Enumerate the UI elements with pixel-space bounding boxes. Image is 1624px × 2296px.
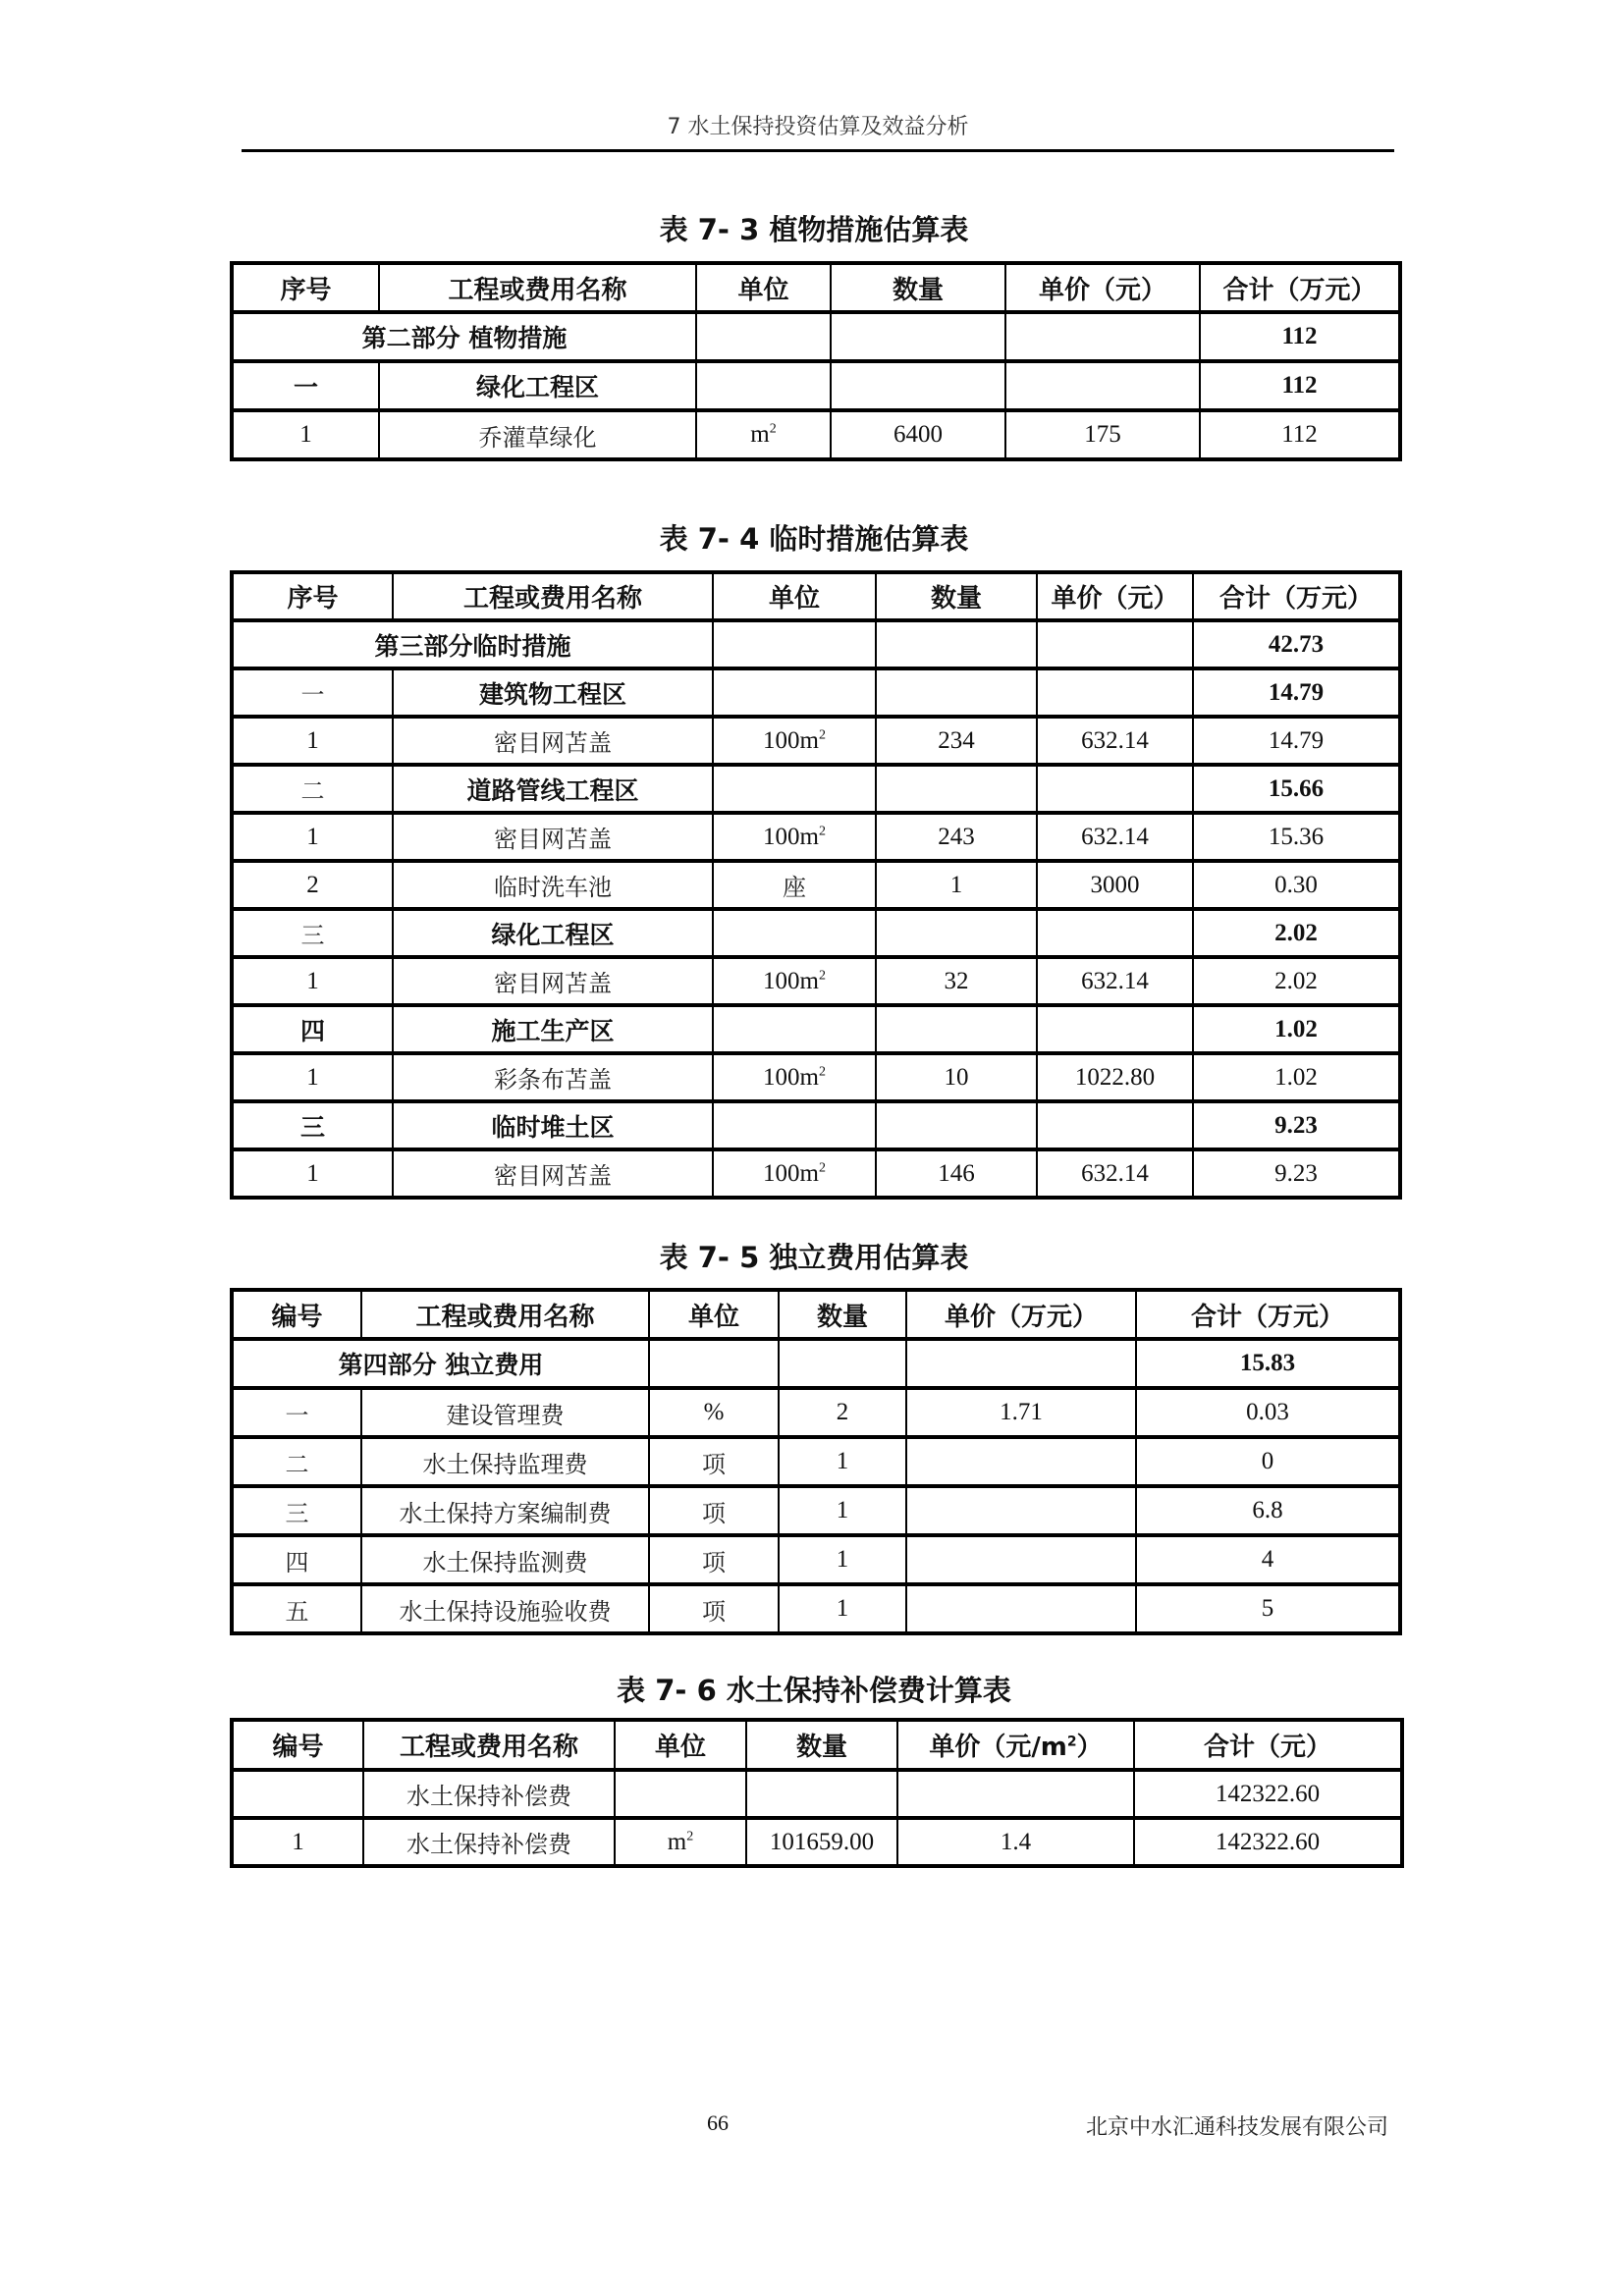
no-cell: 一 [232, 1388, 361, 1437]
total-cell: 112 [1200, 312, 1400, 361]
total-cell: 4 [1136, 1535, 1400, 1584]
total-cell: 5 [1136, 1584, 1400, 1633]
unit-cell [713, 668, 876, 717]
name-cell: 密目网苫盖 [393, 813, 713, 861]
unit-sup: 2 [818, 1160, 826, 1176]
unit-sup: 2 [818, 824, 826, 839]
total-cell: 142322.60 [1134, 1770, 1402, 1818]
unit-cell: % [649, 1388, 779, 1437]
total-cell: 14.79 [1193, 668, 1400, 717]
unit-cell [696, 312, 831, 361]
total-cell: 6.8 [1136, 1486, 1400, 1535]
unit-sup: 2 [818, 968, 826, 984]
unit-sup: 2 [769, 421, 777, 437]
col-header: 工程或费用名称 [361, 1290, 649, 1339]
no-cell: 1 [232, 813, 393, 861]
table-7-5 [230, 1288, 1402, 1635]
unit-sup: 2 [818, 1064, 826, 1080]
qty-cell: 101659.00 [746, 1818, 897, 1866]
col-header: 单价（元） [1005, 263, 1200, 312]
qty-cell: 10 [876, 1053, 1037, 1101]
unit-cell: 项 [649, 1437, 779, 1486]
col-header: 编号 [232, 1720, 363, 1770]
unit-cell: 项 [649, 1486, 779, 1535]
price-cell [906, 1437, 1136, 1486]
name-cell: 建筑物工程区 [393, 668, 713, 717]
table-row [232, 765, 1400, 813]
table-row [232, 1005, 1400, 1053]
no-cell: 三 [232, 909, 393, 957]
unit-sup: 2 [818, 727, 826, 743]
total-cell: 2.02 [1193, 909, 1400, 957]
table-row [232, 1818, 1402, 1866]
name-cell: 施工生产区 [393, 1005, 713, 1053]
col-header: 单价（元） [1037, 572, 1193, 620]
qty-cell [876, 909, 1037, 957]
price-cell [1037, 909, 1193, 957]
table-row [232, 1388, 1400, 1437]
name-cell: 水土保持方案编制费 [361, 1486, 649, 1535]
col-header: 合计（元） [1134, 1720, 1402, 1770]
name-cell: 道路管线工程区 [393, 765, 713, 813]
unit-cell [713, 813, 876, 861]
header-rule [242, 149, 1394, 152]
qty-cell: 6400 [831, 410, 1005, 459]
table-7-4 [230, 570, 1402, 1200]
qty-cell [746, 1770, 897, 1818]
name-cell: 彩条布苫盖 [393, 1053, 713, 1101]
qty-cell: 146 [876, 1149, 1037, 1198]
qty-cell [876, 620, 1037, 668]
col-header-sup: 2 [1066, 1734, 1077, 1750]
table-header-row [232, 572, 1400, 620]
col-header: 编号 [232, 1290, 361, 1339]
table-row [232, 1486, 1400, 1535]
no-cell: 二 [232, 765, 393, 813]
price-cell [1037, 668, 1193, 717]
qty-cell [779, 1339, 906, 1388]
col-header: 单位 [713, 572, 876, 620]
unit-text: 100m [763, 967, 819, 994]
col-header-close: ） [1076, 1733, 1103, 1762]
table-row [232, 861, 1400, 909]
col-header: 数量 [779, 1290, 906, 1339]
qty-cell: 2 [779, 1388, 906, 1437]
no-cell: 三 [232, 1486, 361, 1535]
table-header-row [232, 263, 1400, 312]
col-header: 序号 [232, 572, 393, 620]
section-name: 第四部分 独立费用 [232, 1339, 649, 1388]
total-cell: 15.83 [1136, 1339, 1400, 1388]
table-row [232, 1770, 1402, 1818]
col-header [897, 1720, 1134, 1770]
col-header-text: 单价（元/m [929, 1733, 1067, 1762]
no-cell: 1 [232, 957, 393, 1005]
col-header: 工程或费用名称 [393, 572, 713, 620]
no-cell: 五 [232, 1584, 361, 1633]
table-row [232, 717, 1400, 765]
no-cell: 三 [232, 1101, 393, 1149]
col-header: 工程或费用名称 [363, 1720, 615, 1770]
price-cell [1037, 620, 1193, 668]
qty-cell: 1 [779, 1486, 906, 1535]
col-header: 单位 [649, 1290, 779, 1339]
table-row [232, 668, 1400, 717]
unit-text: 100m [763, 1063, 819, 1091]
price-cell [906, 1535, 1136, 1584]
qty-cell: 1 [876, 861, 1037, 909]
col-header: 单价（万元） [906, 1290, 1136, 1339]
price-cell: 632.14 [1037, 1149, 1193, 1198]
unit-cell [615, 1770, 746, 1818]
name-cell: 水土保持设施验收费 [361, 1584, 649, 1633]
table-row [232, 1101, 1400, 1149]
name-cell: 建设管理费 [361, 1388, 649, 1437]
running-header-title: 7 水土保持投资估算及效益分析 [667, 115, 969, 139]
price-cell [1005, 361, 1200, 410]
qty-cell [876, 765, 1037, 813]
table-row [232, 957, 1400, 1005]
price-cell [906, 1486, 1136, 1535]
unit-cell [713, 957, 876, 1005]
table-row [232, 361, 1400, 410]
col-header: 合计（万元） [1136, 1290, 1400, 1339]
col-header: 序号 [232, 263, 379, 312]
name-cell: 水土保持补偿费 [363, 1818, 615, 1866]
price-cell: 1022.80 [1037, 1053, 1193, 1101]
name-cell: 水土保持补偿费 [363, 1770, 615, 1818]
price-cell: 175 [1005, 410, 1200, 459]
qty-cell: 1 [779, 1437, 906, 1486]
total-cell: 1.02 [1193, 1053, 1400, 1101]
table-row [232, 1053, 1400, 1101]
table-row [232, 1584, 1400, 1633]
name-cell: 水土保持监测费 [361, 1535, 649, 1584]
table-row [232, 1535, 1400, 1584]
total-cell: 0 [1136, 1437, 1400, 1486]
unit-text: 100m [763, 726, 819, 754]
unit-cell [713, 620, 876, 668]
table-row [232, 909, 1400, 957]
page-number: 66 [707, 2110, 729, 2135]
table-7-4-caption: 表 7- 4 临时措施估算表 [659, 522, 969, 556]
name-cell: 密目网苫盖 [393, 1149, 713, 1198]
name-cell: 密目网苫盖 [393, 957, 713, 1005]
no-cell: 2 [232, 861, 393, 909]
table-row [232, 1437, 1400, 1486]
name-cell: 临时洗车池 [393, 861, 713, 909]
price-cell [906, 1339, 1136, 1388]
no-cell: 1 [232, 1053, 393, 1101]
no-cell: 四 [232, 1005, 393, 1053]
unit-text: 100m [763, 1159, 819, 1187]
no-cell: 一 [232, 361, 379, 410]
total-cell: 1.02 [1193, 1005, 1400, 1053]
total-cell: 112 [1200, 361, 1400, 410]
table-row [232, 312, 1400, 361]
total-cell: 15.36 [1193, 813, 1400, 861]
unit-text: m [667, 1828, 687, 1855]
qty-cell: 32 [876, 957, 1037, 1005]
col-header: 单位 [615, 1720, 746, 1770]
name-cell: 绿化工程区 [393, 909, 713, 957]
qty-cell [876, 668, 1037, 717]
unit-cell [713, 717, 876, 765]
unit-cell [615, 1818, 746, 1866]
unit-cell [713, 1101, 876, 1149]
unit-cell: 项 [649, 1535, 779, 1584]
total-cell: 9.23 [1193, 1101, 1400, 1149]
unit-cell [696, 361, 831, 410]
name-cell: 水土保持监理费 [361, 1437, 649, 1486]
price-cell: 1.71 [906, 1388, 1136, 1437]
price-cell [1005, 312, 1200, 361]
col-header: 数量 [876, 572, 1037, 620]
unit-cell [713, 1053, 876, 1101]
total-cell: 42.73 [1193, 620, 1400, 668]
table-7-6 [230, 1718, 1404, 1868]
no-cell [232, 1770, 363, 1818]
no-cell: 一 [232, 668, 393, 717]
unit-cell [713, 909, 876, 957]
unit-cell [696, 410, 831, 459]
name-cell: 乔灌草绿化 [379, 410, 696, 459]
qty-cell: 1 [779, 1535, 906, 1584]
price-cell: 632.14 [1037, 813, 1193, 861]
qty-cell: 1 [779, 1584, 906, 1633]
price-cell [897, 1770, 1134, 1818]
name-cell: 临时堆土区 [393, 1101, 713, 1149]
unit-text: 100m [763, 823, 819, 850]
unit-cell [713, 765, 876, 813]
col-header: 合计（万元） [1193, 572, 1400, 620]
total-cell: 142322.60 [1134, 1818, 1402, 1866]
price-cell: 632.14 [1037, 717, 1193, 765]
total-cell: 0.30 [1193, 861, 1400, 909]
col-header: 数量 [746, 1720, 897, 1770]
qty-cell: 234 [876, 717, 1037, 765]
table-row [232, 1339, 1400, 1388]
no-cell: 1 [232, 1149, 393, 1198]
section-name: 第三部分临时措施 [232, 620, 713, 668]
unit-cell: 项 [649, 1584, 779, 1633]
col-header: 工程或费用名称 [379, 263, 696, 312]
table-row [232, 410, 1400, 459]
qty-cell [831, 361, 1005, 410]
qty-cell [876, 1005, 1037, 1053]
no-cell: 1 [232, 1818, 363, 1866]
table-row [232, 620, 1400, 668]
table-7-6-caption: 表 7- 6 水土保持补偿费计算表 [617, 1674, 1011, 1707]
price-cell [1037, 765, 1193, 813]
table-7-3-caption: 表 7- 3 植物措施估算表 [659, 213, 969, 246]
no-cell: 二 [232, 1437, 361, 1486]
table-7-5-caption: 表 7- 5 独立费用估算表 [659, 1241, 969, 1274]
table-header-row [232, 1720, 1402, 1770]
total-cell: 14.79 [1193, 717, 1400, 765]
price-cell [1037, 1101, 1193, 1149]
col-header: 数量 [831, 263, 1005, 312]
total-cell: 9.23 [1193, 1149, 1400, 1198]
table-row [232, 813, 1400, 861]
no-cell: 四 [232, 1535, 361, 1584]
qty-cell [831, 312, 1005, 361]
qty-cell: 243 [876, 813, 1037, 861]
qty-cell [876, 1101, 1037, 1149]
no-cell: 1 [232, 410, 379, 459]
col-header: 单位 [696, 263, 831, 312]
company-name: 北京中水汇通科技发展有限公司 [1085, 2115, 1388, 2140]
price-cell: 1.4 [897, 1818, 1134, 1866]
price-cell [906, 1584, 1136, 1633]
table-header-row [232, 1290, 1400, 1339]
total-cell: 112 [1200, 410, 1400, 459]
price-cell: 3000 [1037, 861, 1193, 909]
unit-sup: 2 [686, 1829, 694, 1844]
name-cell: 绿化工程区 [379, 361, 696, 410]
unit-cell [713, 1149, 876, 1198]
total-cell: 0.03 [1136, 1388, 1400, 1437]
no-cell: 1 [232, 717, 393, 765]
price-cell [1037, 1005, 1193, 1053]
table-row [232, 1149, 1400, 1198]
price-cell: 632.14 [1037, 957, 1193, 1005]
name-cell: 密目网苫盖 [393, 717, 713, 765]
unit-cell [713, 1005, 876, 1053]
total-cell: 15.66 [1193, 765, 1400, 813]
table-7-3 [230, 261, 1402, 461]
unit-cell: 座 [713, 861, 876, 909]
unit-text: m [750, 421, 770, 448]
total-cell: 2.02 [1193, 957, 1400, 1005]
section-name: 第二部分 植物措施 [232, 312, 696, 361]
unit-cell [649, 1339, 779, 1388]
col-header: 合计（万元） [1200, 263, 1400, 312]
